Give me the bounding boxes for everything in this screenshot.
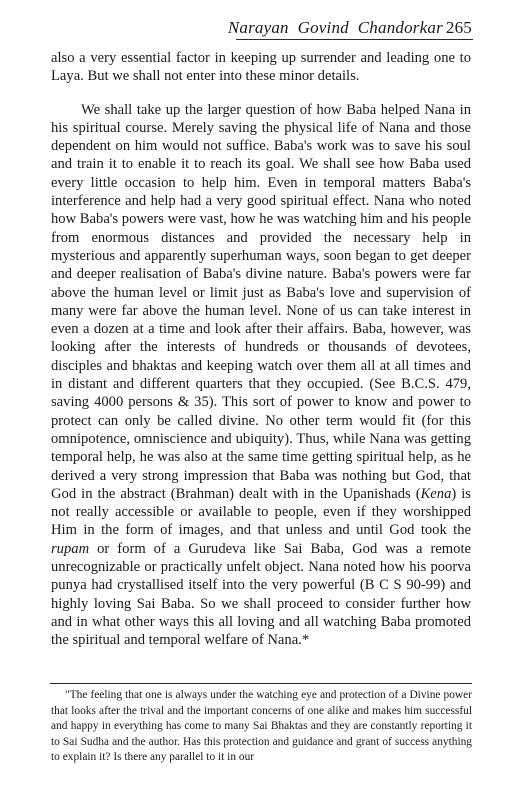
paragraph-2: [51, 101, 471, 650]
paragraph-2-part-1: We shall take up the larger question of how Baba helped Nana in his spiritual course. Merely saving the physical life of Nana and those dependent on him would not suffice. Baba's work was to save his soul and train it to enable it to reach its goal. We shall see how Baba used every little occasion to help him. Even in temporal matters Baba's interference and help had a very good spiritual effect. Nana who noted how Baba's powers were vast, how he was watching him and his people from enormous distances and provided the necessary help in mysterious and apparently superhuman ways, soon began to get deeper and deeper realisation of Baba's divine nature. Baba's powers were far above the human level or limit just as Baba's love and supervision of many were far above the human level. None of us can take interest in even a dozen at a time and look after their affairs. Baba, however, was looking after the interests of hundreds or thousands of devotees, disciples and bhaktas and keeping watch over them all at all times and in distant and different quarters that they occupied. (See B.C.S. 479, saving 4000 persons & 35). This sort of power to know and power to protect can only be called divine. No other term would fit (for this omnipotence, omniscience and ubiquity). Thus, while Nana was getting temporal help, he was also at the same time getting spiritual help, as he derived a very strong impression that Baba was nothing but God, that God in the abstract (Brahman) dealt with in the Upanishads (: [51, 101, 471, 502]
header-rule: [236, 39, 473, 40]
running-header: [200, 18, 472, 38]
paragraph-2-part-2: ) is not really accessible or available to people, even if they worshipped Him in the form of images, and that unless and until God took the: [51, 485, 471, 539]
body-text: [51, 49, 471, 650]
footnote-rule: [50, 683, 472, 684]
paragraph-2-part-3: or form of a Gurudeva like Sai Baba, God was a remote unrecognizable or practically unfelt object. Nana noted how his poorva punya had crystallised itself into the very powerful (B C S 90-99) and highly loving Sai Baba. So we shall proceed to consider further how and in what other ways this all loving and all watching Baba promoted the spiritual and temporal welfare of Nana.*: [51, 540, 471, 649]
footnote: "The feeling that one is always under the watching eye and protection of a Divine power that looks after the trival and the important concerns of one alike and makes him successful and happy in everything has come to many Sai Bhaktas and they are constantly reporting it to Sai Sudha and the author. Has this protection and guidance and grant of success anything to explain it? Is there any parallel to it in our: [51, 689, 472, 764]
page-number: 265: [445, 18, 472, 37]
running-title: Narayan Govind Chandorkar: [227, 18, 443, 37]
italic-kena: Kena: [420, 485, 452, 502]
italic-rupam: rupam: [51, 540, 90, 557]
paragraph-1: also a very essential factor in keeping up surrender and leading one to Laya. But we shall not enter into these minor details.: [51, 50, 471, 85]
